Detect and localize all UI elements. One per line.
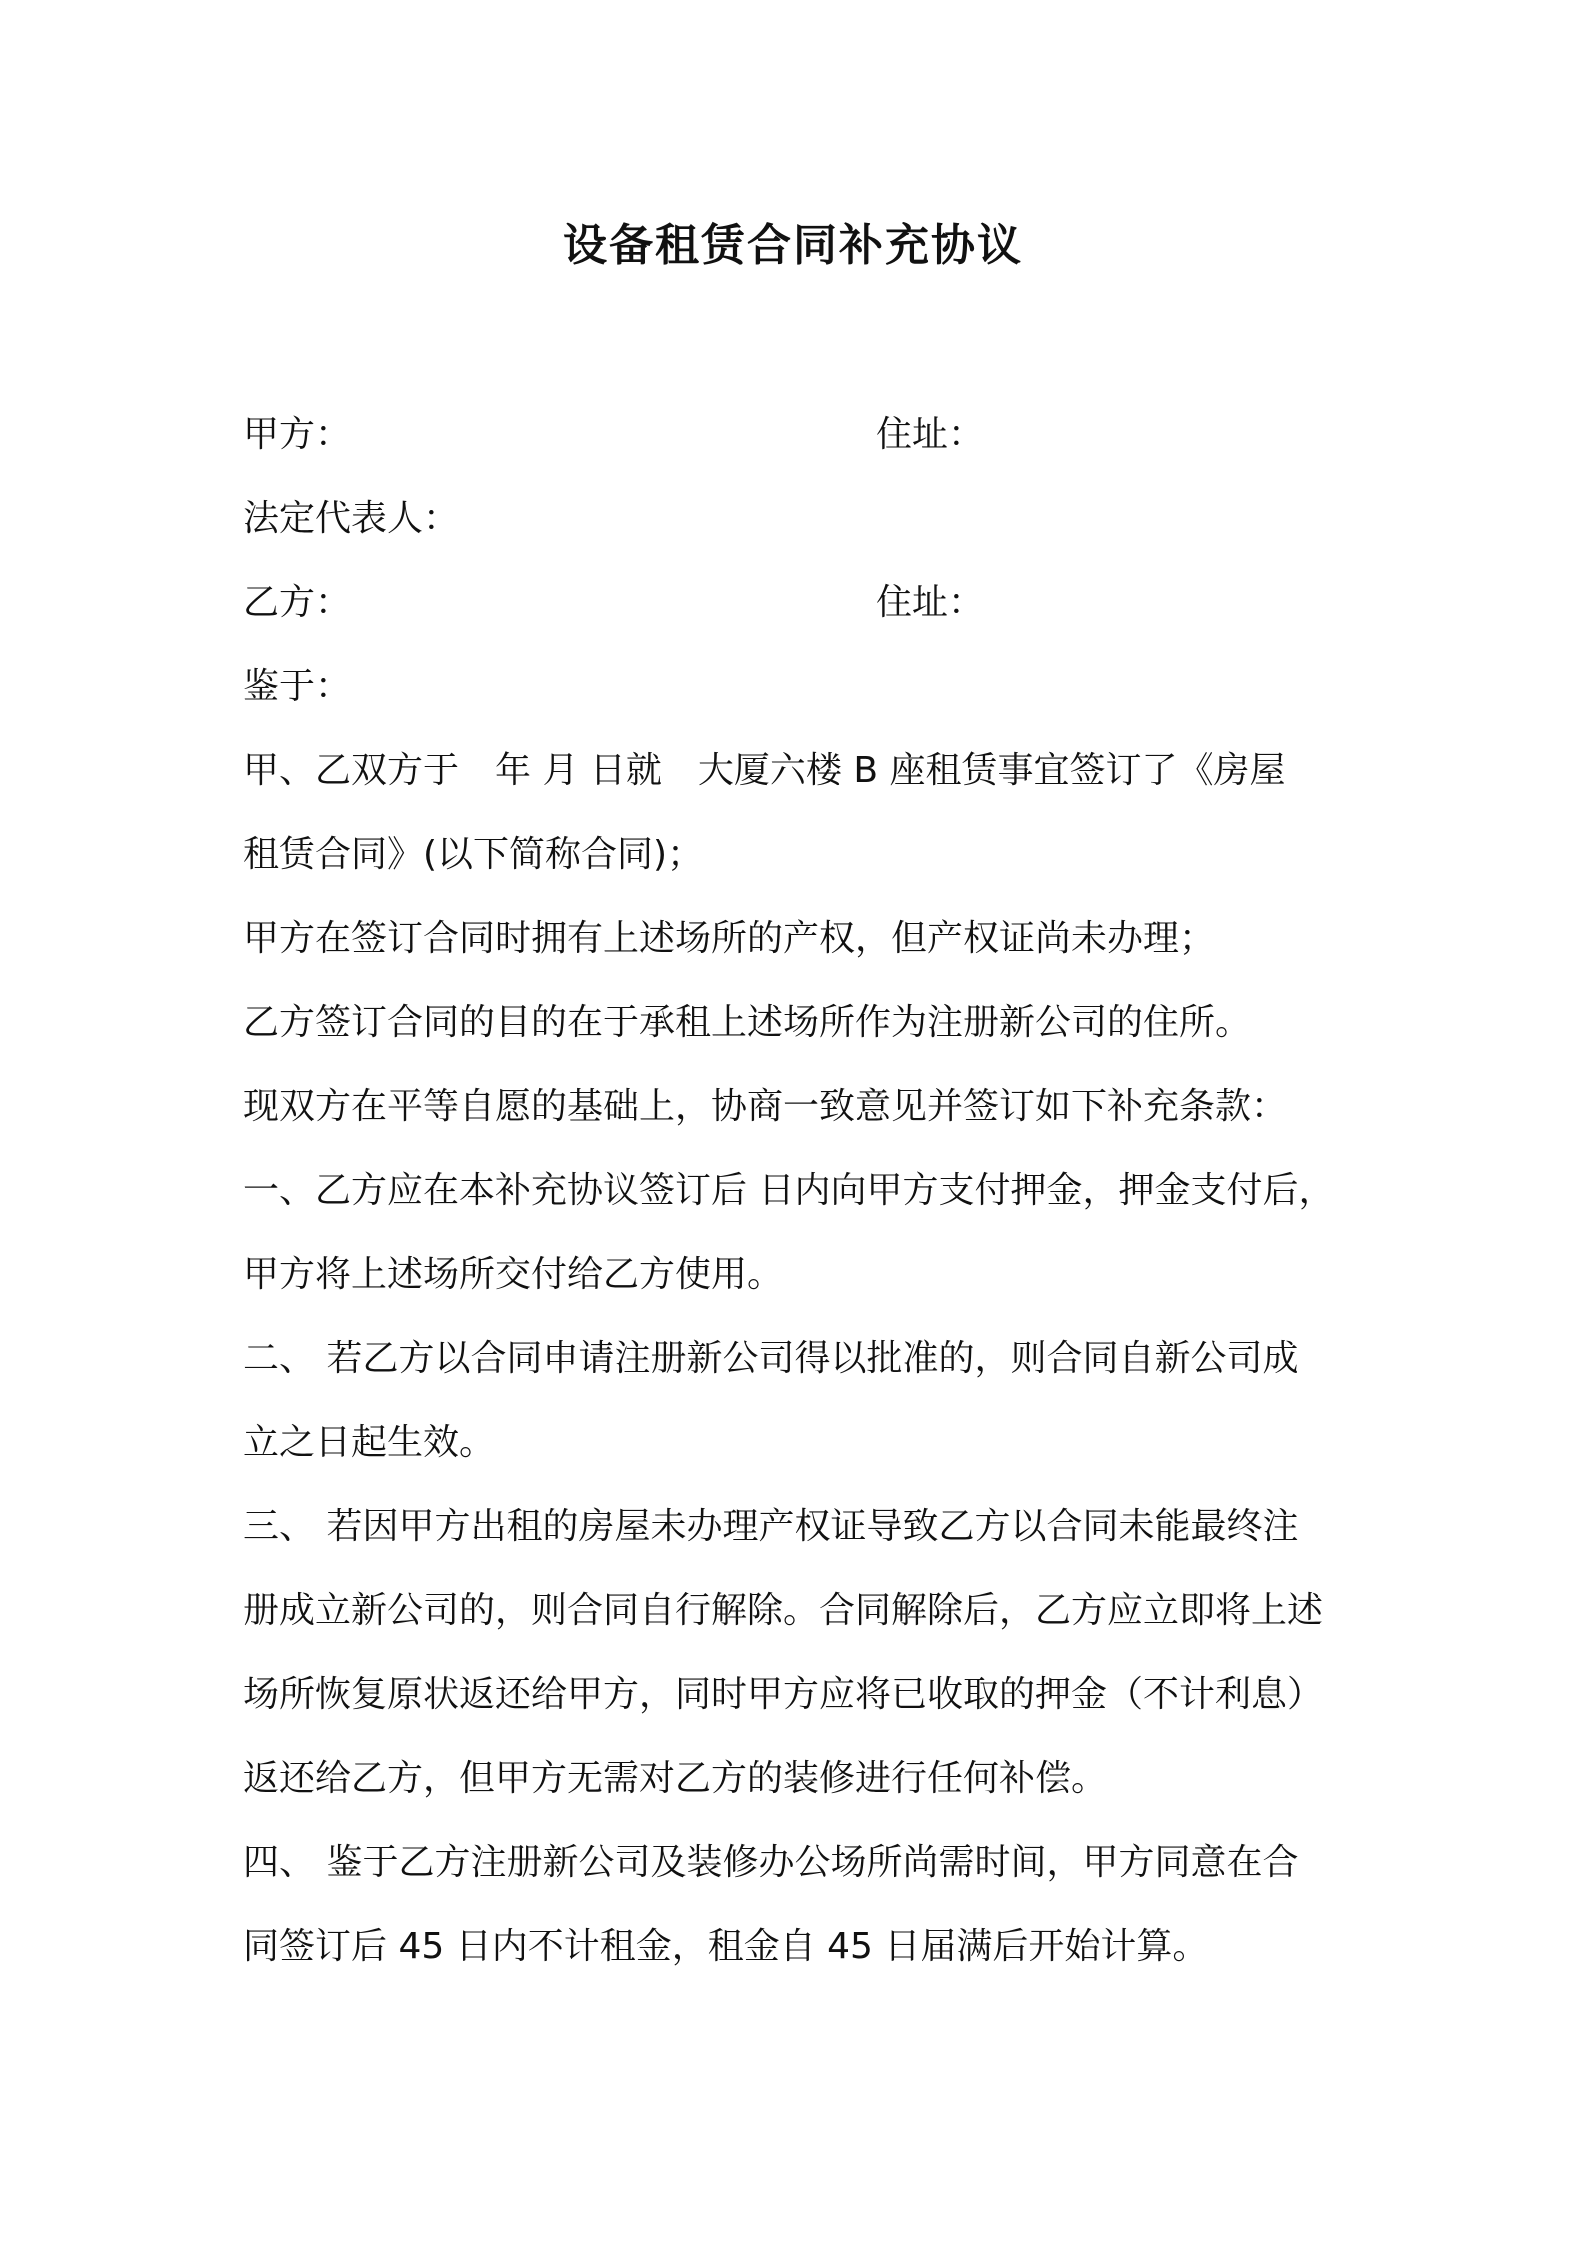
clause-2-line: 二、 若乙方以合同申请注册新公司得以批准的，则合同自新公司成	[243, 1338, 1299, 1379]
body-line: 甲、乙双方于 年 月 日就 大厦六楼 B 座租赁事宜签订了《房屋	[243, 750, 1286, 791]
legal-rep-label: 法定代表人：	[243, 498, 460, 539]
body-line: 乙方签订合同的目的在于承租上述场所作为注册新公司的住所。	[243, 1002, 1252, 1043]
clause-4-line: 同签订后 45 日内不计租金，租金自 45 日届满后开始计算。	[243, 1926, 1209, 1967]
party-b-address-label: 住址：	[876, 582, 985, 623]
body-line: 租赁合同》(以下简称合同)；	[243, 834, 704, 875]
clause-1-line: 甲方将上述场所交付给乙方使用。	[243, 1254, 784, 1295]
legal-rep-row	[243, 494, 459, 544]
clause-4-line: 四、 鉴于乙方注册新公司及装修办公场所尚需时间，甲方同意在合	[243, 1842, 1299, 1883]
whereas-label: 鉴于：	[243, 666, 352, 707]
party-b-label: 乙方：	[243, 582, 352, 623]
clause-3-line: 三、 若因甲方出租的房屋未办理产权证导致乙方以合同未能最终注	[243, 1506, 1299, 1547]
party-b-row	[243, 578, 985, 628]
clause-2-line: 立之日起生效。	[243, 1422, 496, 1463]
party-a-address-label: 住址：	[876, 414, 985, 455]
clause-1-line: 一、乙方应在本补充协议签订后 日内向甲方支付押金，押金支付后，	[243, 1170, 1335, 1211]
party-a-label: 甲方：	[243, 414, 352, 455]
body-line: 甲方在签订合同时拥有上述场所的产权，但产权证尚未办理；	[243, 918, 1216, 959]
body-line: 现双方在平等自愿的基础上，协商一致意见并签订如下补充条款：	[243, 1086, 1288, 1127]
clause-3-line: 册成立新公司的，则合同自行解除。合同解除后，乙方应立即将上述	[243, 1590, 1324, 1631]
document-title: 设备租赁合同补充协议	[563, 220, 1023, 271]
party-a-row	[243, 410, 985, 460]
clause-3-line: 返还给乙方，但甲方无需对乙方的装修进行任何补偿。	[243, 1758, 1108, 1799]
clause-3-line: 场所恢复原状返还给甲方，同时甲方应将已收取的押金（不计利息）	[243, 1674, 1324, 1715]
